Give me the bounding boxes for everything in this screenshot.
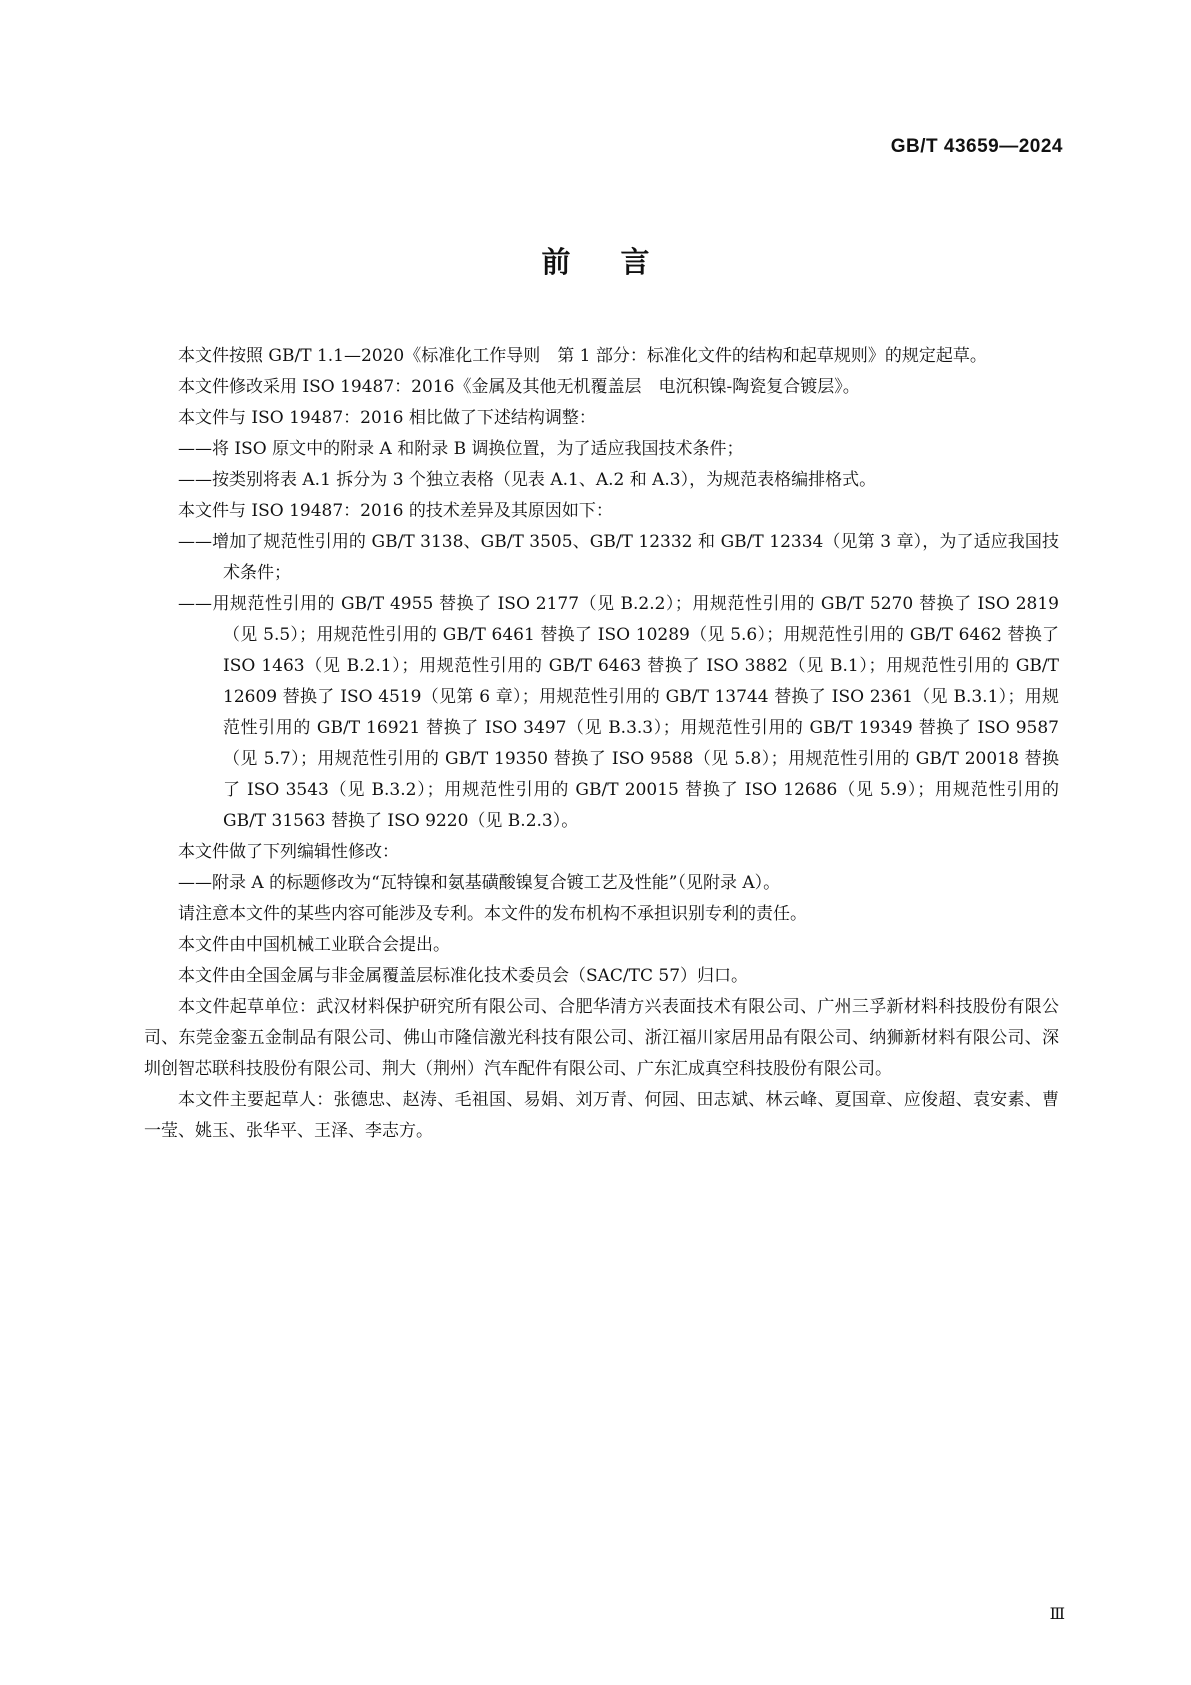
paragraph-drafting-units: 本文件起草单位：武汉材料保护研究所有限公司、合肥华清方兴表面技术有限公司、广州三孚新材料科技股份有限公司、东莞金銮五金制品有限公司、佛山市隆信激光科技有限公司、浙江福川家居用品有限公司、纳狮新材料有限公司、深圳创智芯联科技股份有限公司、荆大（荆州）汽车配件有限公司、广东汇成真空科技股份有限公司。: [144, 997, 1059, 1079]
list-item-technical-2: ——用规范性引用的 GB/T 4955 替换了 ISO 2177（见 B.2.2）；用规范性引用的 GB/T 5270 替换了 ISO 2819（见 5.5）；用规范性引用的 GB/T 6461 替换了 ISO 10289（见 5.6）；用规范性引用的 GB/T 6462 替换了 ISO 1463（见 B.2.1）；用规范性引用的 GB/T 6463 替换了 ISO 3882（见 B.1）；用规范性引用的 GB/T 12609 替换了 ISO 4519（见第 6 章）；用规范性引用的 GB/T 13744 替换了 ISO 2361（见 B.3.1）；用规范性引用的 GB/T 16921 替换了 ISO 3497（见 B.3.3）；用规范性引用的 GB/T 19349 替换了 ISO 9587（见 5.7）；用规范性引用的 GB/T 19350 替换了 ISO 9588（见 5.8）；用规范性引用的 GB/T 20018 替换了 ISO 3543（见 B.3.2）；用规范性引用的 GB/T 20015 替换了 ISO 12686（见 5.9）；用规范性引用的 GB/T 31563 替换了 ISO 9220（见 B.2.3）。: [178, 594, 1059, 831]
page-title: 前言: [541, 245, 700, 279]
paragraph-proposer: 本文件由中国机械工业联合会提出。: [178, 935, 450, 955]
list-item-structure-2: ——按类别将表 A.1 拆分为 3 个独立表格（见表 A.1、A.2 和 A.3），为规范表格编排格式。: [178, 470, 877, 490]
paragraph-drafters: 本文件主要起草人：张德忠、赵涛、毛祖国、易娟、刘万青、何园、田志斌、林云峰、夏国章、应俊超、袁安素、曹一莹、姚玉、张华平、王泽、李志方。: [144, 1090, 1059, 1141]
paragraph-structure-intro: 本文件与 ISO 19487：2016 相比做了下述结构调整：: [178, 408, 596, 428]
list-item-editorial-1: ——附录 A 的标题修改为“瓦特镍和氨基磺酸镍复合镀工艺及性能”（见附录 A）。: [178, 873, 781, 893]
standard-code-header: GB/T 43659—2024: [890, 136, 1063, 157]
paragraph-editorial-intro: 本文件做了下列编辑性修改：: [178, 842, 399, 862]
paragraph-patent-notice: 请注意本文件的某些内容可能涉及专利。本文件的发布机构不承担识别专利的责任。: [178, 904, 807, 924]
paragraph-drafting-basis: 本文件按照 GB/T 1.1—2020《标准化工作导则 第 1 部分：标准化文件的结构和起草规则》的规定起草。: [178, 346, 987, 366]
paragraph-committee: 本文件由全国金属与非金属覆盖层标准化技术委员会（SAC/TC 57）归口。: [178, 966, 749, 986]
page-number: Ⅲ: [1049, 1604, 1065, 1623]
list-item-structure-1: ——将 ISO 原文中的附录 A 和附录 B 调换位置，为了适应我国技术条件；: [178, 439, 744, 459]
paragraph-adoption: 本文件修改采用 ISO 19487：2016《金属及其他无机覆盖层 电沉积镍-陶瓷复合镀层》。: [178, 377, 860, 397]
list-item-technical-1: ——增加了规范性引用的 GB/T 3138、GB/T 3505、GB/T 12332 和 GB/T 12334（见第 3 章），为了适应我国技术条件；: [178, 532, 1059, 583]
foreword-body: [144, 341, 1059, 1147]
paragraph-technical-intro: 本文件与 ISO 19487：2016 的技术差异及其原因如下：: [178, 501, 613, 521]
